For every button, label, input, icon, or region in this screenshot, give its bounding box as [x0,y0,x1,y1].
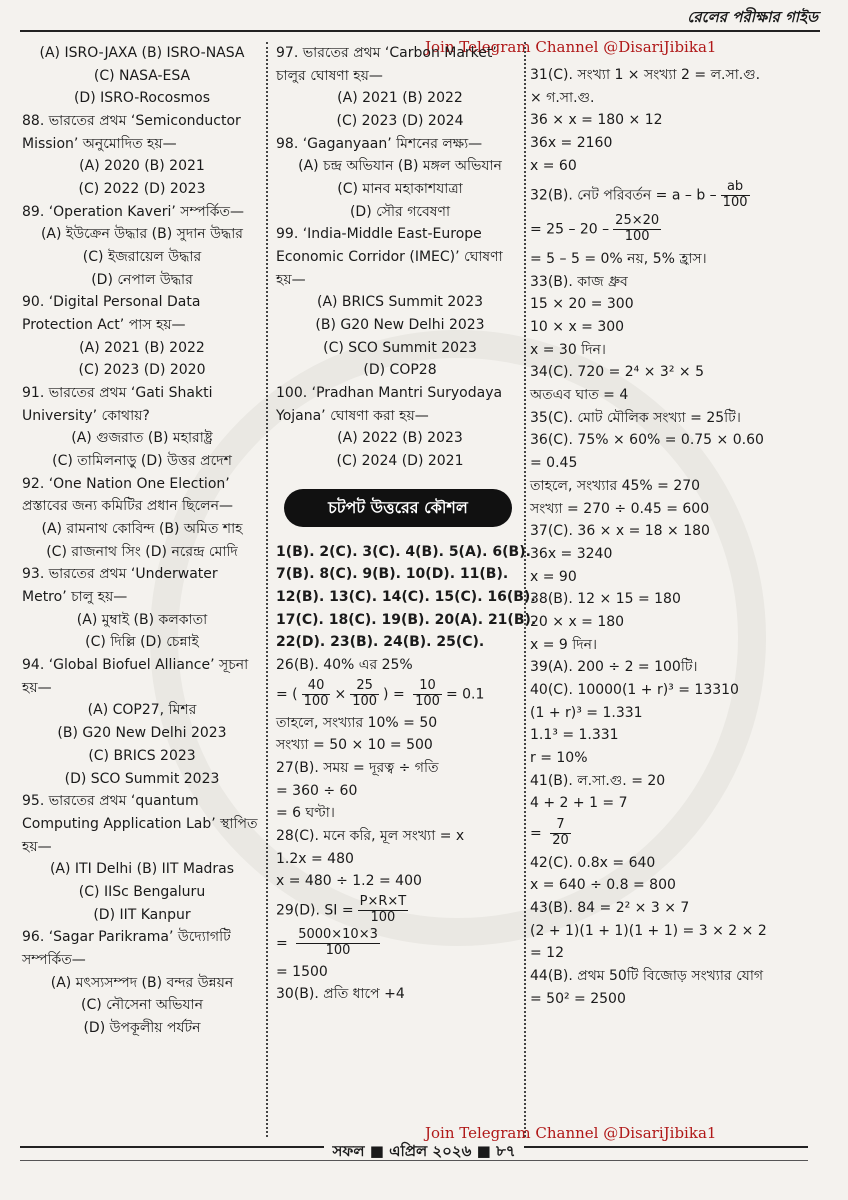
column-3-spacer [530,42,830,64]
solution-27: 27(B). সময় = দূরত্ব ÷ গতি [276,760,439,777]
solution-line: x = 9 দিন। [530,636,597,653]
questions-column-2 [276,42,537,1006]
option-line: (A) ISRO-JAXA (B) ISRO-NASA [39,45,245,61]
header-divider [20,30,820,32]
question-89: 89. ‘Operation Kaveri’ সম্পর্কিত— [22,203,245,220]
solution-line: 1.2x = 480 [276,850,354,867]
fraction: $\frac{25}{100}$ [352,677,378,709]
option-line: (A) চন্দ্র অভিযান (B) মঙ্গল অভিযান [298,158,502,175]
solution-line: r = 10% [530,749,588,766]
option-line: (C) তামিলনাড়ু (D) উত্তর প্রদেশ [52,453,232,470]
fraction: $\frac{25\times 20}{100}$ [615,213,660,245]
solution-line: = $\frac{5000\times 10\times 3}{100}$ [276,926,378,958]
solution-line: (2 + 1)(1 + 1)(1 + 1) = 3 × 2 × 2 [530,922,767,939]
question-90: 90. ‘Digital Personal Data [22,294,201,311]
question-100-cont: Yojana’ ঘোষণা করা হয়— [276,407,429,424]
solution-35: 35(C). মোট মৌলিক সংখ্যা = 25টি। [530,409,741,426]
solution-line: 36x = 2160 [530,135,613,152]
solution-32: 32(B). নেট পরিবর্তন = a – b – $\frac{ab}{100}$ [530,179,748,211]
solution-line: সংখ্যা = 270 ÷ 0.45 = 600 [530,500,710,517]
answer-key-line: 7(B). 8(C). 9(B). 10(D). 11(B). [276,566,509,583]
option-line: (D) SCO Summit 2023 [64,770,220,787]
solution-26: 26(B). 40% এর 25% [276,657,413,674]
solution-43: 43(B). 84 = 2² × 3 × 7 [530,900,690,917]
option-line: (C) মানব মহাকাশযাত্রা [337,181,463,198]
solution-line: x = 30 দিন। [530,341,606,358]
question-88: 88. ভারতের প্রথম ‘Semiconductor [22,113,241,130]
solution-38: 38(B). 12 × 15 = 180 [530,591,681,608]
option-line: (D) নেপাল উদ্ধার [91,271,193,288]
answer-key-line: 22(D). 23(B). 24(B). 25(C). [276,634,485,651]
page-footer [0,1140,848,1165]
solution-39: 39(A). 200 ÷ 2 = 100টি। [530,659,698,676]
answer-key-line: 1(B). 2(C). 3(C). 4(B). 5(A). 6(B). [276,543,531,560]
question-100: 100. ‘Pradhan Mantri Suryodaya [276,385,503,402]
solution-36: 36(C). 75% × 60% = 0.75 × 0.60 [530,432,764,449]
question-95-cont: হয়— [22,838,52,855]
question-88-cont: Mission’ অনুমোদিত হয়— [22,135,177,152]
option-line: (C) 2024 (D) 2021 [336,453,464,470]
bottom-divider [20,1160,808,1161]
option-line: (A) ITI Delhi (B) IIT Madras [49,861,235,878]
telegram-watermark-top: Join Telegram Channel @DisariJibika1 [425,38,717,56]
question-97-cont: চালুর ঘোষণা হয়— [276,67,383,84]
answer-key-line: 12(B). 13(C). 14(C). 15(C). 16(B). [276,589,536,606]
questions-column-1 [22,42,262,1040]
fraction: $\frac{7}{20}$ [552,816,569,848]
option-line: (C) নৌসেনা অভিযান [81,997,203,1014]
solution-line: সংখ্যা = 50 × 10 = 500 [276,737,433,754]
solution-line: = 50² = 2500 [530,990,626,1007]
option-line: (A) 2021 (B) 2022 [337,90,463,107]
solution-34: 34(C). 720 = 2⁴ × 3² × 5 [530,364,704,381]
fraction: $\frac{P\times R\times T}{100}$ [359,894,407,925]
solution-line: x = 90 [530,568,577,585]
solution-line: 36 × x = 180 × 12 [530,112,663,129]
question-95: 95. ভারতের প্রথম ‘quantum [22,793,199,810]
page-header-title: রেলের পরীক্ষার গাইড [687,8,818,26]
solution-line: x = 60 [530,157,577,174]
question-94: 94. ‘Global Biofuel Alliance’ সূচনা [22,657,249,674]
option-line: (C) NASA-ESA [93,67,191,84]
option-line: (D) সৌর গবেষণা [349,203,451,220]
solution-line: তাহলে, সংখ্যার 10% = 50 [276,714,438,731]
option-line: (C) 2023 (D) 2024 [336,113,464,130]
option-line: (A) 2020 (B) 2021 [79,158,205,175]
solutions-column-3 [530,42,830,1010]
option-line: (C) SCO Summit 2023 [323,339,477,356]
question-99-cont: Economic Corridor (IMEC)’ ঘোষণা [276,249,503,266]
option-line: (C) দিল্লি (D) চেন্নাই [85,634,199,651]
option-line: (A) ইউক্রেন উদ্ধার (B) সুদান উদ্ধার [40,226,244,243]
question-94-cont: হয়— [22,679,52,696]
solution-41: 41(B). ল.সা.গু. = 20 [530,772,666,789]
option-line: (C) BRICS 2023 [88,747,196,764]
solution-line: তাহলে, সংখ্যার 45% = 270 [530,477,701,494]
solution-line: 1.1³ = 1.331 [530,727,619,744]
option-line: (A) গুজরাত (B) মহারাষ্ট্র [71,430,213,447]
option-line: (C) 2023 (D) 2020 [78,362,206,379]
solution-42: 42(C). 0.8x = 640 [530,854,656,871]
solution-line: = 0.45 [530,455,578,472]
option-line: (C) IISc Bengaluru [78,883,206,900]
solution-line: = 12 [530,945,564,962]
solution-line: 4 + 2 + 1 = 7 [530,795,628,812]
solution-33: 33(B). কাজ ধ্রুব [530,273,628,290]
option-line: (B) G20 New Delhi 2023 [57,725,227,742]
solution-line: x = 640 ÷ 0.8 = 800 [530,877,676,894]
question-96: 96. ‘Sagar Parikrama’ উদ্যোগটি [22,929,231,946]
question-99: 99. ‘India-Middle East-Europe [276,226,482,243]
answer-key-line: 17(C). 18(C). 19(B). 20(A). 21(B). [276,611,537,628]
column-separator-1 [266,42,268,1137]
question-91-cont: University’ কোথায়? [22,407,150,424]
option-line: (A) COP27, মিশর [87,702,197,719]
question-92: 92. ‘One Nation One Election’ [22,475,230,492]
question-95-cont: Computing Application Lab’ স্থাপিত [22,815,258,832]
option-line: (C) 2022 (D) 2023 [78,181,206,198]
fraction: $\frac{10}{100}$ [415,677,440,709]
question-92-cont: প্রস্তাবের জন্য কমিটির প্রধান ছিলেন— [22,498,233,515]
solution-line: 36x = 3240 [530,545,613,562]
option-line: (D) উপকূলীয় পর্যটন [83,1019,201,1036]
solution-line: = 360 ÷ 60 [276,782,358,799]
solution-30: 30(B). প্রতি ধাপে +4 [276,986,405,1003]
solution-28: 28(C). মনে করি, মূল সংখ্যা = x [276,828,465,845]
solution-40: 40(C). 10000(1 + r)³ = 13310 [530,681,739,698]
question-96-cont: সম্পর্কিত— [22,951,86,968]
quick-answer-banner: চটপট উত্তরের কৌশল [284,489,512,527]
fraction: $\frac{5000\times 10\times 3}{100}$ [298,926,378,958]
option-line: (C) রাজনাথ সিং (D) নরেন্দ্র মোদি [46,543,238,560]
solution-line: 15 × 20 = 300 [530,296,634,313]
solution-line: × গ.সা.গু. [530,89,595,106]
option-line: (B) G20 New Delhi 2023 [315,317,485,334]
question-99-cont: হয়— [276,271,306,288]
solution-line: 20 × x = 180 [530,613,625,630]
fraction: $\frac{ab}{100}$ [722,179,748,211]
option-line: (A) মুম্বাই (B) কলকাতা [76,611,208,628]
option-line: (A) 2021 (B) 2022 [79,339,205,356]
solution-line: x = 480 ÷ 1.2 = 400 [276,873,422,890]
option-line: (D) IIT Kanpur [93,906,191,923]
solution-line: = 5 – 5 = 0% নয়, 5% হ্রাস। [530,251,707,268]
question-98: 98. ‘Gaganyaan’ মিশনের লক্ষ্য— [276,135,483,152]
question-91: 91. ভারতের প্রথম ‘Gati Shakti [22,385,213,402]
option-line: (D) ISRO-Rocosmos [73,90,211,107]
solution-line: অতএব ঘাত = 4 [530,387,629,404]
solution-line: = $\frac{7}{20}$ [530,816,569,848]
solution-line: (1 + r)³ = 1.331 [530,704,643,721]
solution-44: 44(B). প্রথম 50টি বিজোড় সংখ্যার যোগ [530,968,764,985]
option-line: (A) মৎস্যসম্পদ (B) বন্দর উন্নয়ন [50,974,234,991]
solution-37: 37(C). 36 × x = 18 × 180 [530,523,710,540]
telegram-watermark-bottom: Join Telegram Channel @DisariJibika1 [425,1124,717,1142]
option-line: (A) রামনাথ কোবিন্দ (B) অমিত শাহ [41,521,243,538]
solution-29: 29(D). SI = $\frac{P\times R\times T}{100}$ [276,894,407,925]
question-93-cont: Metro’ চালু হয়— [22,589,128,606]
solution-line: = 6 ঘণ্টা। [276,805,335,822]
question-93: 93. ভারতের প্রথম ‘Underwater [22,566,218,583]
question-90-cont: Protection Act’ পাস হয়— [22,317,186,334]
option-line: (D) COP28 [363,362,437,379]
solution-line: = 1500 [276,963,328,980]
solution-line: 10 × x = 300 [530,319,625,336]
option-line: (C) ইজরায়েল উদ্ধার [82,249,202,266]
footer-text: সফল ■ এপ্রিল ২০২৬ ■ ৮৭ [324,1142,523,1160]
solution-31: 31(C). সংখ্যা 1 × সংখ্যা 2 = ল.সা.গু. [530,67,761,83]
solution-26-fraction-line: = ( $\frac{40}{100}$ × $\frac{25}{100}$ ) = $\frac{10}{100}$ = 0.1 [276,677,485,709]
option-line: (A) BRICS Summit 2023 [316,294,484,311]
question-97: 97. ভারতের প্রথম ‘Carbon Market’ [276,45,497,61]
fraction: $\frac{40}{100}$ [303,677,329,709]
option-line: (A) 2022 (B) 2023 [337,430,463,447]
solution-line: = 25 – 20 – $\frac{25\times 20}{100}$ [530,213,660,245]
